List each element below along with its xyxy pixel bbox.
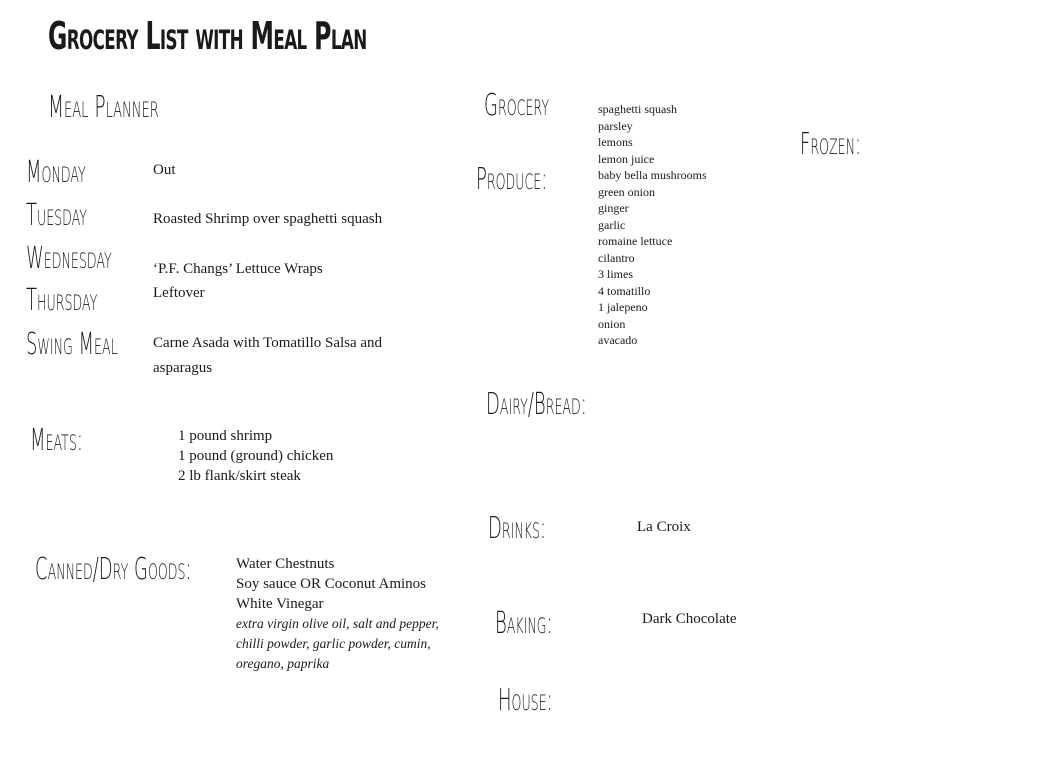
list-item: lemons bbox=[598, 135, 633, 149]
list-item: onion bbox=[598, 316, 626, 331]
grocery-heading: Grocery bbox=[484, 88, 550, 123]
list-item: 1 pound (ground) chicken bbox=[178, 448, 334, 464]
day-thursday: Thursday bbox=[26, 283, 98, 318]
list-item: 1 pound shrimp bbox=[178, 428, 273, 444]
list-item: Soy sauce OR Coconut Aminos bbox=[236, 576, 426, 592]
day-monday: Monday bbox=[26, 155, 86, 190]
list-item: cilantro bbox=[598, 250, 635, 265]
list-item: lemon juice bbox=[598, 151, 655, 166]
day-swing-meal: Swing Meal bbox=[26, 327, 118, 362]
meal-thursday: Leftover bbox=[153, 285, 205, 301]
frozen-label: Frozen: bbox=[800, 127, 862, 162]
list-item: Water Chestnuts bbox=[236, 556, 335, 572]
list-item: green onion bbox=[598, 184, 655, 199]
meats-label: Meats: bbox=[30, 423, 83, 458]
day-wednesday: Wednesday bbox=[26, 241, 112, 276]
list-item: baby bella mushrooms bbox=[598, 168, 707, 182]
list-item: garlic bbox=[598, 217, 626, 232]
drinks-label: Drinks: bbox=[488, 511, 547, 546]
list-item: La Croix bbox=[637, 519, 691, 535]
list-item: White Vinegar bbox=[236, 596, 324, 612]
dairy-label: Dairy/Bread: bbox=[486, 387, 587, 422]
canned-label: Canned/Dry Goods: bbox=[35, 552, 192, 587]
page-title: Grocery List with Meal Plan bbox=[48, 14, 367, 58]
list-item: 1 jalepeno bbox=[598, 300, 648, 314]
list-item: 2 lb flank/skirt steak bbox=[178, 468, 301, 484]
baking-label: Baking: bbox=[495, 606, 553, 641]
meal-planner-heading: Meal Planner bbox=[48, 90, 159, 125]
list-item: parsley bbox=[598, 118, 633, 133]
meats-list bbox=[178, 426, 333, 486]
meal-tuesday: Roasted Shrimp over spaghetti squash bbox=[153, 211, 383, 227]
produce-list bbox=[598, 101, 707, 349]
list-item: spaghetti squash bbox=[598, 102, 677, 116]
meal-wednesday: ‘P.F. Changs’ Lettuce Wraps bbox=[153, 261, 323, 277]
list-item: avacado bbox=[598, 333, 638, 347]
canned-list bbox=[236, 554, 461, 674]
list-item: Dark Chocolate bbox=[642, 611, 737, 627]
produce-label: Produce: bbox=[476, 162, 548, 197]
baking-list bbox=[642, 609, 737, 629]
list-item: 3 limes bbox=[598, 267, 633, 281]
drinks-list bbox=[637, 517, 691, 537]
meal-monday: Out bbox=[153, 162, 176, 178]
meal-swing: Carne Asada with Tomatillo Salsa and asparagus bbox=[153, 335, 383, 376]
list-item: romaine lettuce bbox=[598, 234, 673, 248]
list-item: 4 tomatillo bbox=[598, 283, 651, 298]
list-item: ginger bbox=[598, 201, 629, 215]
house-label: House: bbox=[498, 683, 553, 718]
list-item-note: extra virgin olive oil, salt and pepper, chilli powder, garlic powder, cumin, oregano, paprika bbox=[236, 616, 439, 671]
day-tuesday: Tuesday bbox=[26, 198, 88, 233]
